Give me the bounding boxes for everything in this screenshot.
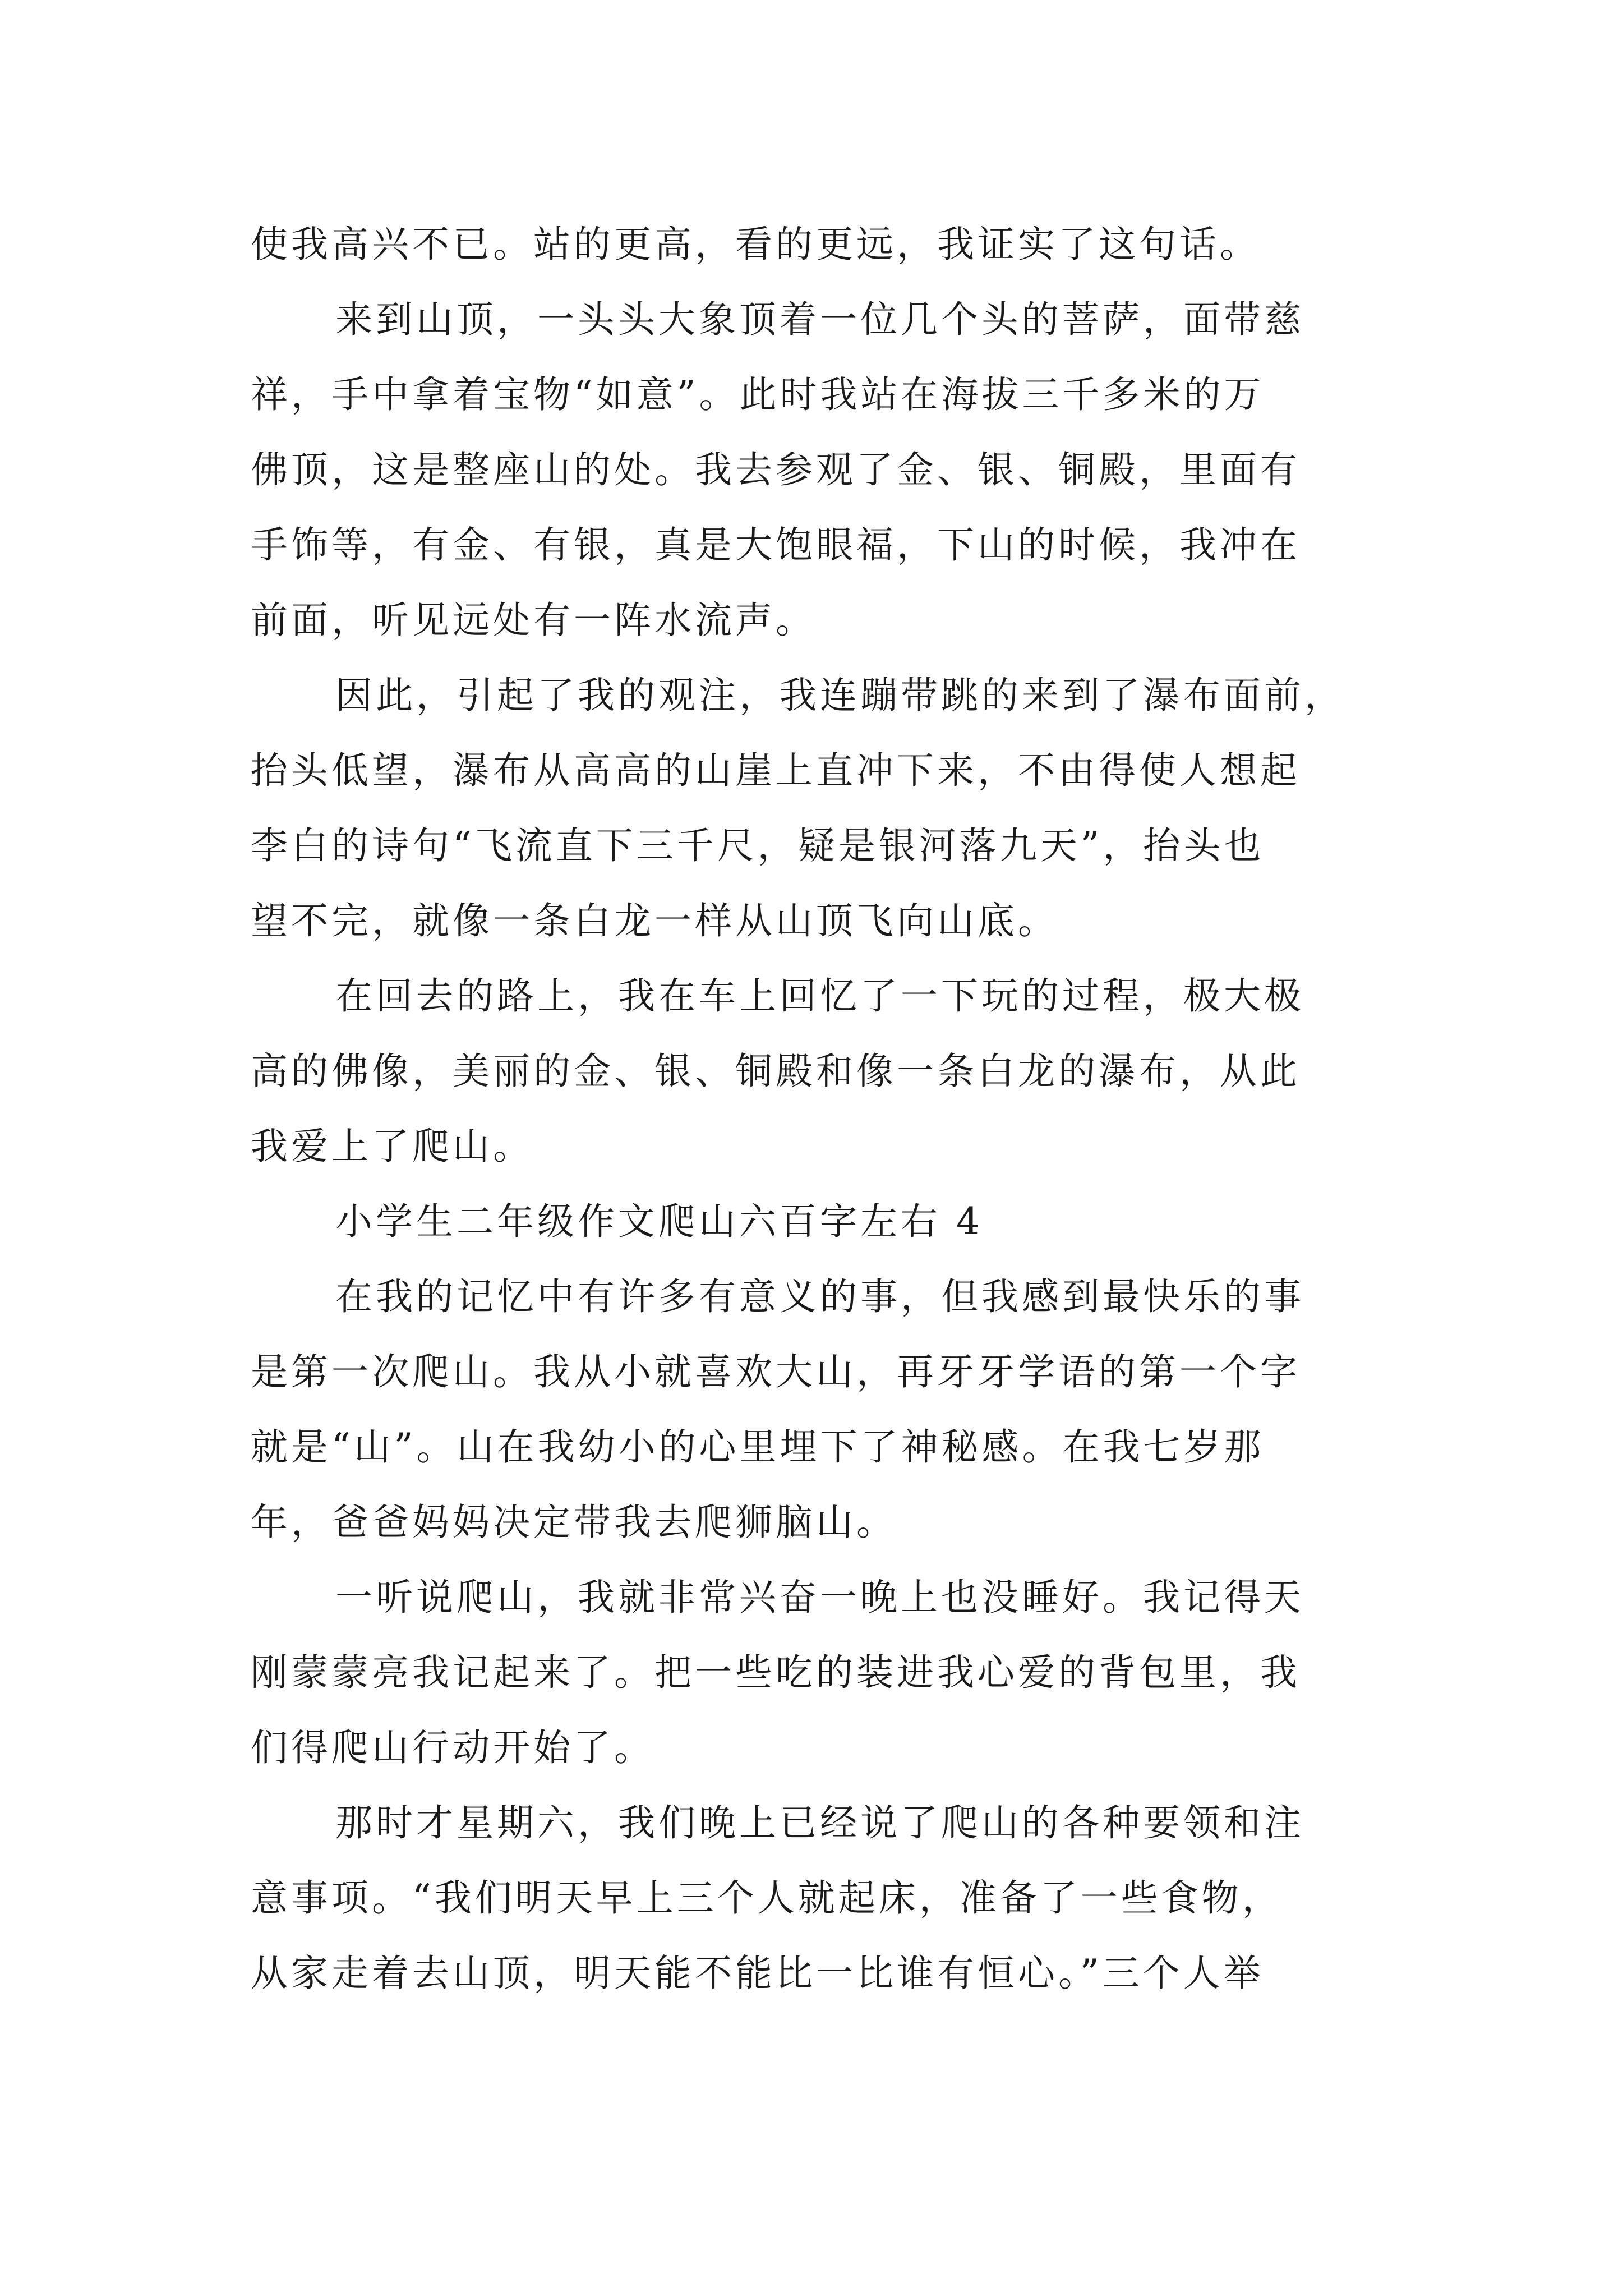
text-line: 意事项。“我们明天早上三个人就起床，准备了一些食物， (251, 1876, 1283, 1920)
text-line: 来到山顶，一头头大象顶着一位几个头的菩萨，面带慈 (335, 298, 1304, 341)
text-line: 因此，引起了我的观注，我连蹦带跳的来到了瀑布面前， (335, 674, 1345, 717)
text-line: 抬头低望，瀑布从高高的山崖上直冲下来，不由得使人想起 (251, 749, 1301, 792)
text-line: 年，爸爸妈妈决定带我去爬狮脑山。 (251, 1501, 897, 1544)
text-line: 李白的诗句“飞流直下三千尺，疑是银河落九天”，抬头也 (251, 824, 1265, 867)
text-line: 高的佛像，美丽的金、银、铜殿和像一条白龙的瀑布，从此 (251, 1050, 1301, 1093)
text-line: 刚蒙蒙亮我记起来了。把一些吃的装进我心爱的背包里，我 (251, 1651, 1301, 1694)
section-heading: 小学生二年级作文爬山六百字左右 4 (335, 1200, 983, 1243)
text-line: 祥，手中拿着宝物“如意”。此时我站在海拔三千多米的万 (251, 373, 1265, 416)
text-line: 望不完，就像一条白龙一样从山顶飞向山底。 (251, 899, 1058, 942)
text-line: 那时才星期六，我们晚上已经说了爬山的各种要领和注 (335, 1801, 1304, 1844)
text-line: 我爱上了爬山。 (251, 1125, 533, 1168)
text-line: 是第一次爬山。我从小就喜欢大山，再牙牙学语的第一个字 (251, 1350, 1301, 1393)
text-line: 在我的记忆中有许多有意义的事，但我感到最快乐的事 (335, 1275, 1304, 1318)
text-line: 手饰等，有金、有银，真是大饱眼福，下山的时候，我冲在 (251, 523, 1301, 567)
text-line: 佛顶，这是整座山的处。我去参观了金、银、铜殿，里面有 (251, 448, 1301, 491)
text-line: 从家走着去山顶，明天能不能比一比谁有恒心。”三个人举 (251, 1952, 1264, 1995)
text-line: 一听说爬山，我就非常兴奋一晚上也没睡好。我记得天 (335, 1576, 1304, 1619)
text-line: 前面，听见远处有一阵水流声。 (251, 599, 816, 642)
text-line: 们得爬山行动开始了。 (251, 1726, 654, 1769)
text-line: 在回去的路上，我在车上回忆了一下玩的过程，极大极 (335, 974, 1304, 1018)
text-line: 就是“山”。山在我幼小的心里埋下了神秘感。在我七岁那 (251, 1425, 1265, 1469)
text-line: 使我高兴不已。站的更高，看的更远，我证实了这句话。 (251, 223, 1260, 266)
